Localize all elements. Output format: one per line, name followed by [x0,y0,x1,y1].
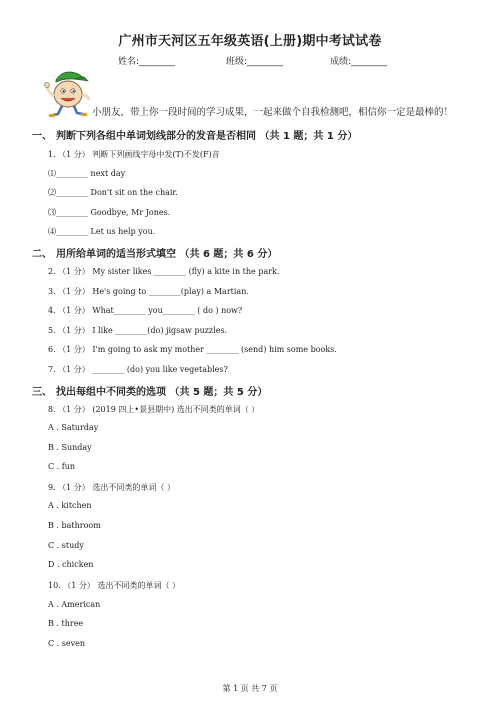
question-10: 10. （1 分） 选出不同类的单词（ ） [48,581,180,590]
class-blank: ________ [247,57,284,67]
class-field [226,54,283,67]
q8-option-a: A . Saturday [48,423,99,432]
q1-item-2-text: ⑵________ Don't sit on the chair. [48,188,178,197]
name-label: 姓名: [118,57,140,67]
question-1: 1. （1 分） 判断下列画线字母中发(T)不发(F)音 [48,150,220,159]
section-1-number: 一、 [32,131,52,142]
q1-item-3-text: ⑶________ Goodbye, Mr Jones. [48,208,171,217]
section-1-heading [32,127,357,142]
question-1-item-2 [48,187,178,198]
question-8: 8. （1 分） (2019 四上•景县期中) 选出不同类的单词（ ） [48,405,260,414]
section-1-title: 判断下列各组中单词划线部分的发音是否相同 （共 1 题；共 1 分） [56,131,358,142]
q10-option-a: A . American [48,600,101,609]
question-1-item-1 [48,168,125,179]
question-2: 2. （1 分） My sister likes ________ (fly) a kite in the park. [48,267,280,276]
name-field [118,54,175,67]
score-field [330,54,387,67]
section-2-title: 用所给单词的适当形式填空 （共 6 题；共 6 分） [56,249,278,260]
question-4: 4. （1 分） What________ you________ ( do ) now? [48,306,243,315]
q9-option-a: A . kitchen [48,501,92,510]
section-3-heading [32,383,267,398]
score-label: 成绩: [330,57,352,67]
q1-item-4-text: ⑷________ Let us help you. [48,227,156,236]
page-footer: 第 1 页 共 7 页 [222,684,278,693]
page-title: 广州市天河区五年级英语(上册)期中考试试卷 [118,34,382,49]
q9-option-c: C . study [48,541,84,550]
section-2-number: 二、 [32,249,52,260]
name-blank: ________ [139,57,176,67]
q1-item-1-text: ⑴________ next day [48,169,126,178]
question-1-item-3 [48,207,170,218]
question-6: 6. （1 分） I'm going to ask my mother ________ (send) him some books. [48,345,337,354]
q10-option-c: C . seven [48,639,85,648]
score-blank: ________ [351,57,388,67]
question-1-item-4 [48,226,155,237]
section-3-number: 三、 [32,387,52,398]
class-label: 班级: [226,57,248,67]
section-2-heading [32,245,277,260]
q8-option-c: C . fun [48,462,76,471]
q9-option-d: D . chicken [48,560,94,569]
question-5: 5. （1 分） I like ________(do) jigsaw puzzles. [48,326,228,335]
section-3-title: 找出每组中不同类的选项 （共 5 题；共 5 分） [56,387,268,398]
q9-option-b: B . bathroom [48,521,101,530]
q8-option-b: B . Sunday [48,443,92,452]
greeting-text: 小朋友，带上你一段时间的学习成果，一起来做个自我检测吧，相信你一定是最棒的！ [92,107,454,118]
question-3: 3. （1 分） He's going to ________(play) a Martian. [48,287,249,296]
mascot-illustration [44,66,92,118]
question-7: 7. （1 分） ________ (do) you like vegetables? [48,365,228,374]
q10-option-b: B . three [48,619,84,628]
question-9: 9. （1 分） 选出不同类的单词（ ） [48,483,175,492]
